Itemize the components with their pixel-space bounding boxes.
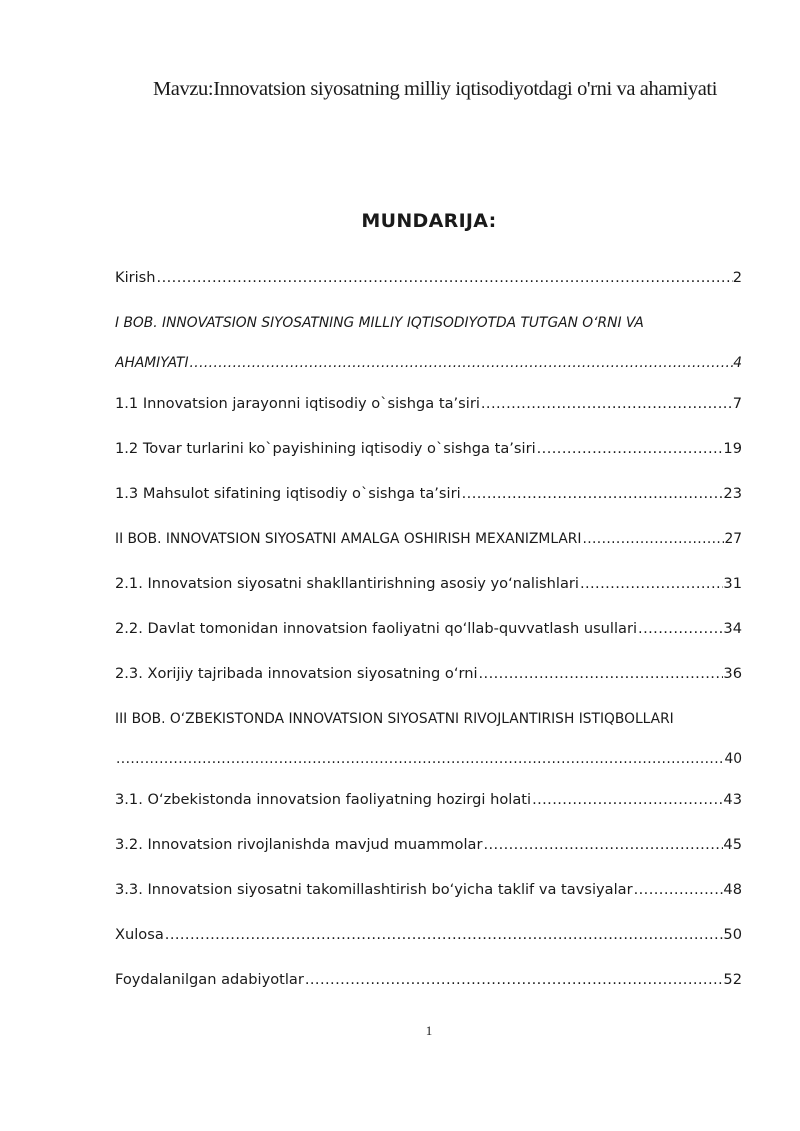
toc-entry-page: 34 <box>723 620 742 637</box>
toc-entry-1-1[interactable] <box>115 381 742 426</box>
toc-entry-chapter-1-title[interactable] <box>115 300 742 345</box>
toc-entry-page: 50 <box>723 926 742 943</box>
toc-leader-dots <box>165 926 724 943</box>
toc-entry-1-3[interactable] <box>115 471 742 516</box>
toc-entry-2-1[interactable] <box>115 561 742 606</box>
toc-entry-label: Xulosa <box>115 926 164 943</box>
toc-heading: MUNDARIJA: <box>361 210 497 232</box>
toc-entry-3-2[interactable] <box>115 822 742 867</box>
toc-entry-label: Kirish <box>115 269 156 286</box>
toc-leader-dots <box>582 531 724 547</box>
toc-entry-page: 48 <box>723 881 742 898</box>
toc-entry-page: 52 <box>723 971 742 988</box>
toc-entry-3-1[interactable] <box>115 777 742 822</box>
toc-entry-label: 1.2 Tovar turlarini ko`payishining iqtisodiy o`sishga ta’siri <box>115 440 536 457</box>
toc-entry-kirish[interactable] <box>115 255 742 300</box>
toc-leader-dots <box>479 665 724 682</box>
toc-entry-label: AHAMIYATI <box>115 355 189 371</box>
toc-entry-label: 2.3. Xorijiy tajribada innovatsion siyosatning o‘rni <box>115 665 478 682</box>
toc-entry-label: 3.2. Innovatsion rivojlanishda mavjud muammolar <box>115 836 483 853</box>
toc-leader-dots <box>462 485 724 502</box>
toc-entry-label: 3.3. Innovatsion siyosatni takomillashtirish bo‘yicha taklif va tavsiyalar <box>115 881 633 898</box>
toc-entry-chapter-2[interactable] <box>115 516 742 561</box>
toc-entry-page: 36 <box>723 665 742 682</box>
toc-entry-3-3[interactable] <box>115 867 742 912</box>
toc-entry-page: 2 <box>732 269 742 286</box>
toc-leader-dots <box>483 836 723 853</box>
toc-leader-dots <box>537 440 724 457</box>
toc-entry-page: 27 <box>724 530 742 547</box>
toc-leader-dots <box>305 971 724 988</box>
toc-entry-page: 23 <box>723 485 742 502</box>
toc-leader-dots <box>634 881 724 898</box>
toc-entry-1-2[interactable] <box>115 426 742 471</box>
toc-entry-label: 2.2. Davlat tomonidan innovatsion faoliyatni qo‘llab-quvvatlash usullari <box>115 620 638 637</box>
toc-entry-label: 1.1 Innovatsion jarayonni iqtisodiy o`sishga ta’siri <box>115 395 480 412</box>
toc-entry-label: III BOB. O‘ZBEKISTONDA INNOVATSION SIYOSATNI RIVOJLANTIRISH ISTIQBOLLARI <box>115 710 674 727</box>
toc-entry-label: Foydalanilgan adabiyotlar <box>115 971 304 988</box>
toc-entry-label: 1.3 Mahsulot sifatining iqtisodiy o`sishga ta’siri <box>115 485 461 502</box>
toc-entry-xulosa[interactable] <box>115 912 742 957</box>
toc-entry-page: 19 <box>723 440 742 457</box>
toc-leader-dots <box>190 355 734 371</box>
toc-entry-page: 7 <box>732 395 742 412</box>
document-topic: Mavzu:Innovatsion siyosatning milliy iqtisodiyotdagi o'rni va ahamiyati <box>152 78 718 100</box>
toc-leader-dots <box>116 751 724 767</box>
toc-entry-page: 45 <box>723 836 742 853</box>
toc-entry-chapter-1[interactable] <box>115 345 742 381</box>
toc-entry-label: 3.1. O‘zbekistonda innovatsion faoliyatning hozirgi holati <box>115 791 532 808</box>
toc-entry-chapter-3-title[interactable] <box>115 696 742 741</box>
toc-leader-dots <box>157 269 733 286</box>
toc-entry-page: 31 <box>723 575 742 592</box>
toc-entry-label: I BOB. INNOVATSION SIYOSATNING MILLIY IQTISODIYOTDA TUTGAN O‘RNI VA <box>115 314 644 331</box>
toc-entry-page: 40 <box>724 751 742 767</box>
toc-entry-2-2[interactable] <box>115 606 742 651</box>
toc-leader-dots <box>532 791 723 808</box>
page-number: 1 <box>425 1023 433 1038</box>
toc-entry-page: 4 <box>733 355 742 371</box>
toc-entry-page: 43 <box>723 791 742 808</box>
toc-entry-label: II BOB. INNOVATSION SIYOSATNI AMALGA OSHIRISH MEXANIZMLARI <box>115 530 582 547</box>
toc-leader-dots <box>580 575 723 592</box>
toc-entry-chapter-3[interactable] <box>115 741 742 777</box>
table-of-contents <box>115 255 742 1002</box>
toc-entry-2-3[interactable] <box>115 651 742 696</box>
toc-leader-dots <box>638 620 723 637</box>
toc-entry-adabiyotlar[interactable] <box>115 957 742 1002</box>
toc-entry-label: 2.1. Innovatsion siyosatni shakllantirishning asosiy yo‘nalishlari <box>115 575 579 592</box>
toc-leader-dots <box>481 395 733 412</box>
